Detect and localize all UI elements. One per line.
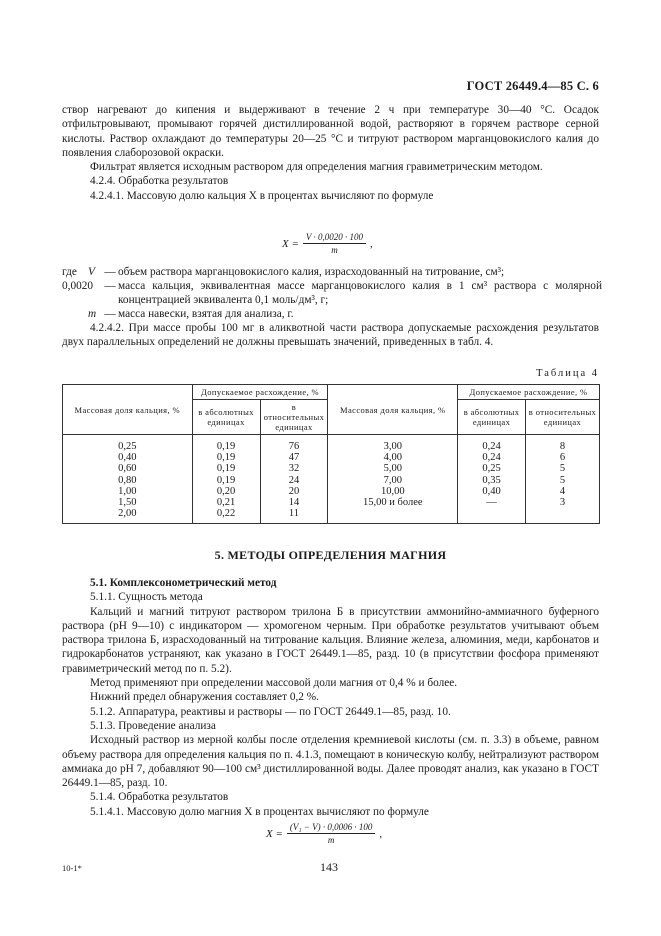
- table-cell: [63, 435, 193, 524]
- definition-row: [62, 279, 602, 307]
- table-value: 0,21: [216, 497, 236, 509]
- formula-tail: ,: [379, 827, 383, 840]
- definition-text: масса навески, взятая для анализа, г.: [118, 308, 294, 320]
- table-value: —: [486, 497, 497, 509]
- table-value: 1,00: [118, 485, 137, 497]
- table-value: 11: [288, 508, 300, 520]
- table-cell: [525, 435, 599, 524]
- table-cell: [260, 435, 328, 524]
- column-header: в относительных единицах: [525, 400, 599, 435]
- column-header: Массовая доля кальция, %: [328, 385, 458, 435]
- paragraph: Нижний предел обнаружения составляет 0,2 %.: [90, 691, 320, 704]
- table-value: 7,00: [383, 474, 402, 486]
- paragraph: Метод применяют при определении массовой доли магния от 0,4 % и более.: [90, 677, 458, 690]
- table-value: 4: [559, 485, 566, 497]
- table-value: 0,19: [216, 463, 236, 475]
- definition-text: объем раствора марганцовокислого калия, израсходованный на титрование, см³;: [118, 266, 505, 278]
- table-value: 0,24: [482, 441, 501, 452]
- formula-magnesium: [266, 822, 382, 845]
- table-value: 5,00: [383, 463, 402, 475]
- subsection-heading: 4.2.4. Обработка результатов: [90, 175, 229, 188]
- table-value: 24: [288, 474, 300, 486]
- table-value: 3,00: [383, 441, 402, 452]
- table-value: 0,19: [216, 441, 236, 452]
- definition-symbol: V: [88, 266, 95, 278]
- formula-calcium: [282, 232, 373, 255]
- table-value: 4,00: [383, 452, 402, 464]
- table-value: 0,19: [216, 452, 236, 464]
- definition-symbol: 0,0020: [62, 280, 94, 292]
- table-value: 0,25: [118, 441, 137, 452]
- table-value: 0,60: [118, 463, 137, 475]
- column-header: Массовая доля кальция, %: [63, 385, 193, 435]
- page-number: 143: [320, 860, 338, 874]
- table-value: 0,25: [482, 463, 501, 475]
- paragraph: Исходный раствор из мерной колбы после отделения кремниевой кислоты (см. п. 3.3) в объеме, равном объему раствора для определения кальция по п. 4.1.3, помещают в коническую колбу, нейтрализуют раствором аммиака до рН 7, добавляют 90—100 см³ дистиллированной воды. Далее проводят анализ, как указано в ГОСТ 26449.1—85, разд. 10.: [62, 734, 599, 790]
- definition-row: [62, 265, 602, 279]
- table-value: 14: [288, 497, 300, 509]
- table-value: 2,00: [118, 508, 137, 520]
- table-value: 0,24: [482, 452, 501, 464]
- subsection-heading: 5.1.1. Сущность метода: [90, 591, 203, 604]
- table-value: 5: [559, 474, 566, 486]
- paragraph: створ нагревают до кипения и выдерживают в течение 2 ч при температуре 30—40 °С. Осадок отфильтровывают, промывают горячей дистиллированной водой, растворяют в горячем растворе серной кислоты. Раствор охлаждают до температуры 20—25 °С и титруют раствором марганцовокислого калия до появления слаборозовой окраски.: [62, 104, 599, 159]
- definition-text: масса кальция, эквивалентная массе марганцовокислого калия в 1 см³ раствора с молярной концентрацией эквивалента 0,1 моль/дм³, г;: [118, 280, 602, 306]
- definition-dash: —: [104, 280, 116, 292]
- paragraph: 5.1.2. Аппаратура, реактивы и растворы — по ГОСТ 26449.1—85, разд. 10.: [90, 705, 451, 718]
- table-value: 47: [288, 452, 300, 464]
- formula-tail: ,: [370, 237, 373, 250]
- table-value: 1,50: [118, 497, 137, 509]
- paragraph: 4.2.4.2. При массе пробы 100 мг в аликвотной части раствора допускаемые расхождения результатов двух параллельных определений не должны превышать значений, приведенных в табл. 4.: [62, 322, 599, 349]
- table-cell: [458, 435, 526, 524]
- subsection-heading: 5.1. Комплексонометрический метод: [90, 577, 277, 589]
- definition-symbol: m: [88, 308, 97, 320]
- table-value: 0,40: [118, 452, 137, 464]
- formula-fraction: [303, 232, 366, 255]
- formula-lhs: X =: [282, 237, 299, 250]
- formula-lhs: X =: [266, 827, 283, 840]
- footer-mark: 10-1*: [62, 863, 82, 873]
- column-header: в абсолютных единицах: [192, 400, 260, 435]
- table-value: 0,40: [482, 485, 501, 497]
- definition-dash: —: [104, 308, 116, 320]
- paragraph: 5.1.4.1. Массовую долю магния X в процентах вычисляют по формуле: [90, 805, 429, 818]
- definition-lead: где: [62, 266, 77, 278]
- subsection-heading: 5.1.4. Обработка результатов: [90, 791, 229, 804]
- column-header: Допускаемое расхождение, %: [458, 385, 600, 400]
- table-value: 6: [559, 452, 566, 464]
- table-cell: [328, 435, 458, 524]
- formula-denominator: m: [331, 245, 338, 255]
- table-value: 3: [559, 497, 566, 509]
- table-value: 20: [288, 485, 300, 497]
- table-4: [62, 384, 600, 524]
- intro-text: [62, 103, 599, 203]
- table-value: 8: [559, 441, 566, 452]
- table-value: 76: [288, 441, 300, 452]
- formula-numerator: (V₁ − V) · 0,0006 · 100: [287, 822, 375, 834]
- definitions: [62, 265, 602, 321]
- table-cell: [192, 435, 260, 524]
- table-value: 0,20: [216, 485, 236, 497]
- definition-dash: —: [104, 266, 116, 278]
- table-value: 10,00: [380, 485, 405, 497]
- table-value: 0,80: [118, 474, 137, 486]
- table-row: [63, 435, 600, 524]
- table-value: 32: [288, 463, 300, 475]
- page-header: ГОСТ 26449.4—85 С. 6: [466, 79, 599, 93]
- paragraph: Кальций и магний титруют раствором трилона Б в присутствии аммонийно-аммиачного буферного раствора (рН 9—10) с индикатором — хромогеном черным. При обработке результатов учитывают объем раствора трилона Б, израсходованный на титрование кальция. Влияние железа, алюминия, меди, карбонатов и гидрокарбонатов устраняют, как указано в ГОСТ 26449.1—85, разд. 10 (в присутствии фосфора применяют гравиметрический метод по п. 5.2).: [62, 605, 599, 675]
- definition-row: [62, 307, 602, 321]
- column-header: в относительных единицах: [260, 400, 328, 435]
- table-value: 5: [559, 463, 566, 475]
- section5-text: [62, 576, 599, 819]
- table-caption: Таблица 4: [536, 368, 599, 379]
- formula-denominator: m: [327, 835, 335, 845]
- table-header-row: [63, 385, 600, 400]
- section-title: 5. МЕТОДЫ ОПРЕДЕЛЕНИЯ МАГНИЯ: [214, 548, 447, 562]
- table-value: 15,00 и более: [363, 497, 423, 509]
- formula-fraction: [287, 822, 375, 845]
- paragraph: Фильтрат является исходным раствором для определения магния гравиметрическим методом.: [90, 161, 543, 174]
- column-header: в абсолютных единицах: [458, 400, 526, 435]
- para-4242: [62, 321, 599, 350]
- column-header: Допускаемое расхождение, %: [192, 385, 328, 400]
- table-value: 0,22: [216, 508, 236, 520]
- paragraph: 4.2.4.1. Массовую долю кальция X в процентах вычисляют по формуле: [90, 189, 434, 202]
- table-value: 0,35: [482, 474, 501, 486]
- table-value: 0,19: [216, 474, 236, 486]
- formula-numerator: V · 0,0020 · 100: [303, 232, 366, 244]
- subsection-heading: 5.1.3. Проведение анализа: [90, 719, 216, 732]
